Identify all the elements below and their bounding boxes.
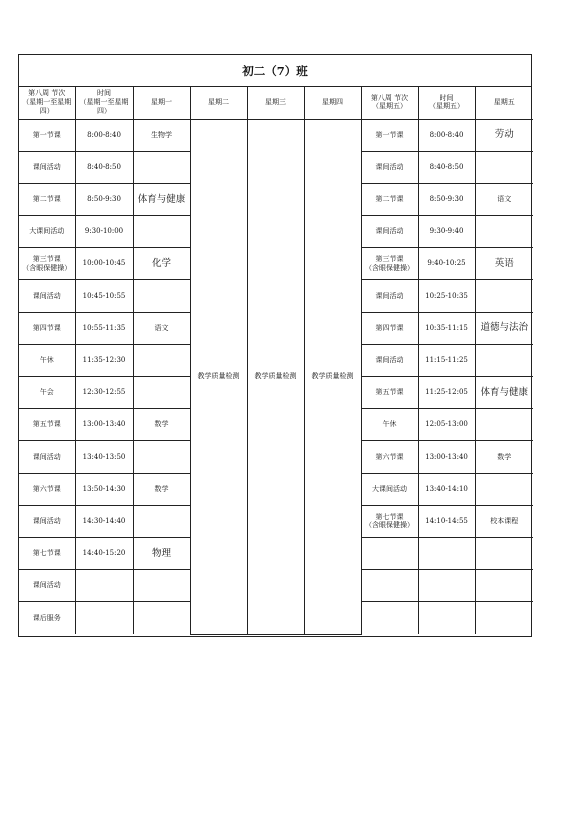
friday-subject-cell: 体育与健康 xyxy=(475,377,533,409)
monday-subject-cell: 数学 xyxy=(133,473,190,505)
period-cell: 大课间活动 xyxy=(19,216,75,248)
friday-time-cell: 8:00-8:40 xyxy=(418,119,475,151)
period-cell: 第二节课 xyxy=(19,183,75,215)
friday-subject-cell: 数学 xyxy=(475,441,533,473)
time-cell: 10:55-11:35 xyxy=(75,312,133,344)
period-cell: 第三节课 （含眼保健操） xyxy=(19,248,75,280)
monday-subject-cell: 生物学 xyxy=(133,119,190,151)
header-cell-left-1: 时间 （星期一至星期四） xyxy=(75,86,133,119)
period-cell: 第四节课 xyxy=(19,312,75,344)
friday-time-cell: 11:25-12:05 xyxy=(418,377,475,409)
monday-subject-cell xyxy=(133,602,190,634)
period-cell: 午会 xyxy=(19,377,75,409)
friday-period-cell: 第三节课 （含眼保健操） xyxy=(361,248,418,280)
period-cell: 课后服务 xyxy=(19,602,75,634)
period-cell: 第七节课 xyxy=(19,537,75,569)
friday-subject-cell xyxy=(475,216,533,248)
friday-time-cell: 13:00-13:40 xyxy=(418,441,475,473)
monday-subject-cell xyxy=(133,151,190,183)
friday-time-cell: 10:35-11:15 xyxy=(418,312,475,344)
timetable-sheet xyxy=(18,54,532,637)
header-cell-right-2: 星期五 xyxy=(475,86,533,119)
friday-subject-cell: 英语 xyxy=(475,248,533,280)
friday-time-cell: 10:25-10:35 xyxy=(418,280,475,312)
friday-period-cell: 午休 xyxy=(361,409,418,441)
time-cell: 14:40-15:20 xyxy=(75,537,133,569)
period-cell: 课间活动 xyxy=(19,570,75,602)
monday-subject-cell xyxy=(133,216,190,248)
period-cell: 课间活动 xyxy=(19,280,75,312)
friday-period-cell: 第四节课 xyxy=(361,312,418,344)
monday-subject-cell xyxy=(133,441,190,473)
period-cell: 第一节课 xyxy=(19,119,75,151)
header-cell-left-2: 星期一 xyxy=(133,86,190,119)
period-cell: 午休 xyxy=(19,344,75,376)
friday-subject-cell xyxy=(475,602,533,634)
time-cell: 14:30-14:40 xyxy=(75,505,133,537)
friday-subject-cell xyxy=(475,280,533,312)
friday-time-cell: 8:50-9:30 xyxy=(418,183,475,215)
time-cell xyxy=(75,602,133,634)
monday-subject-cell: 体育与健康 xyxy=(133,183,190,215)
wednesday-merged-cell: 教学质量检测 xyxy=(247,119,304,634)
period-cell: 第五节课 xyxy=(19,409,75,441)
friday-subject-cell xyxy=(475,473,533,505)
time-cell: 13:50-14:30 xyxy=(75,473,133,505)
monday-subject-cell xyxy=(133,505,190,537)
friday-time-cell: 9:30-9:40 xyxy=(418,216,475,248)
friday-subject-cell: 语文 xyxy=(475,183,533,215)
friday-time-cell: 8:40-8:50 xyxy=(418,151,475,183)
friday-period-cell: 第五节课 xyxy=(361,377,418,409)
time-cell xyxy=(75,570,133,602)
friday-period-cell xyxy=(361,570,418,602)
monday-subject-cell xyxy=(133,570,190,602)
friday-period-cell: 第二节课 xyxy=(361,183,418,215)
time-cell: 11:35-12:30 xyxy=(75,344,133,376)
monday-subject-cell: 物理 xyxy=(133,537,190,569)
friday-time-cell: 9:40-10:25 xyxy=(418,248,475,280)
friday-time-cell xyxy=(418,537,475,569)
friday-period-cell: 第一节课 xyxy=(361,119,418,151)
friday-subject-cell xyxy=(475,344,533,376)
header-cell-left-4: 星期三 xyxy=(247,86,304,119)
tuesday-merged-cell: 教学质量检测 xyxy=(190,119,247,634)
time-cell: 8:50-9:30 xyxy=(75,183,133,215)
friday-subject-cell: 校本课程 xyxy=(475,505,533,537)
friday-period-cell: 课间活动 xyxy=(361,280,418,312)
time-cell: 10:00-10:45 xyxy=(75,248,133,280)
friday-subject-cell xyxy=(475,570,533,602)
time-cell: 9:30-10:00 xyxy=(75,216,133,248)
friday-time-cell: 14:10-14:55 xyxy=(418,505,475,537)
period-cell: 课间活动 xyxy=(19,151,75,183)
header-cell-right-1: 时间 （星期五） xyxy=(418,86,475,119)
friday-period-cell: 大课间活动 xyxy=(361,473,418,505)
class-title: 初二（7）班 xyxy=(19,55,531,87)
friday-period-cell: 课间活动 xyxy=(361,216,418,248)
time-cell: 13:00-13:40 xyxy=(75,409,133,441)
friday-subject-cell xyxy=(475,537,533,569)
friday-subject-cell xyxy=(475,151,533,183)
friday-subject-cell: 道德与法治 xyxy=(475,312,533,344)
friday-time-cell xyxy=(418,602,475,634)
friday-period-cell: 第六节课 xyxy=(361,441,418,473)
time-cell: 8:00-8:40 xyxy=(75,119,133,151)
friday-subject-cell: 劳动 xyxy=(475,119,533,151)
timetable-grid xyxy=(19,86,533,635)
friday-period-cell: 课间活动 xyxy=(361,151,418,183)
monday-subject-cell: 化学 xyxy=(133,248,190,280)
time-cell: 12:30-12:55 xyxy=(75,377,133,409)
monday-subject-cell: 数学 xyxy=(133,409,190,441)
time-cell: 10:45-10:55 xyxy=(75,280,133,312)
friday-time-cell: 11:15-11:25 xyxy=(418,344,475,376)
thursday-merged-cell: 教学质量检测 xyxy=(304,119,361,634)
time-cell: 8:40-8:50 xyxy=(75,151,133,183)
header-cell-left-3: 星期二 xyxy=(190,86,247,119)
friday-period-cell: 课间活动 xyxy=(361,344,418,376)
header-cell-left-5: 星期四 xyxy=(304,86,361,119)
time-cell: 13:40-13:50 xyxy=(75,441,133,473)
period-cell: 第六节课 xyxy=(19,473,75,505)
friday-time-cell xyxy=(418,570,475,602)
table-row xyxy=(19,119,533,151)
period-cell: 课间活动 xyxy=(19,505,75,537)
friday-time-cell: 12:05-13:00 xyxy=(418,409,475,441)
monday-subject-cell xyxy=(133,344,190,376)
friday-period-cell xyxy=(361,537,418,569)
header-cell-left-0: 第八周 节次 （星期一至星期四） xyxy=(19,86,75,119)
friday-time-cell: 13:40-14:10 xyxy=(418,473,475,505)
friday-period-cell: 第七节课 （含眼保健操） xyxy=(361,505,418,537)
friday-period-cell xyxy=(361,602,418,634)
period-cell: 课间活动 xyxy=(19,441,75,473)
monday-subject-cell: 语文 xyxy=(133,312,190,344)
friday-subject-cell xyxy=(475,409,533,441)
monday-subject-cell xyxy=(133,377,190,409)
monday-subject-cell xyxy=(133,280,190,312)
header-cell-right-0: 第八周 节次 （星期五） xyxy=(361,86,418,119)
